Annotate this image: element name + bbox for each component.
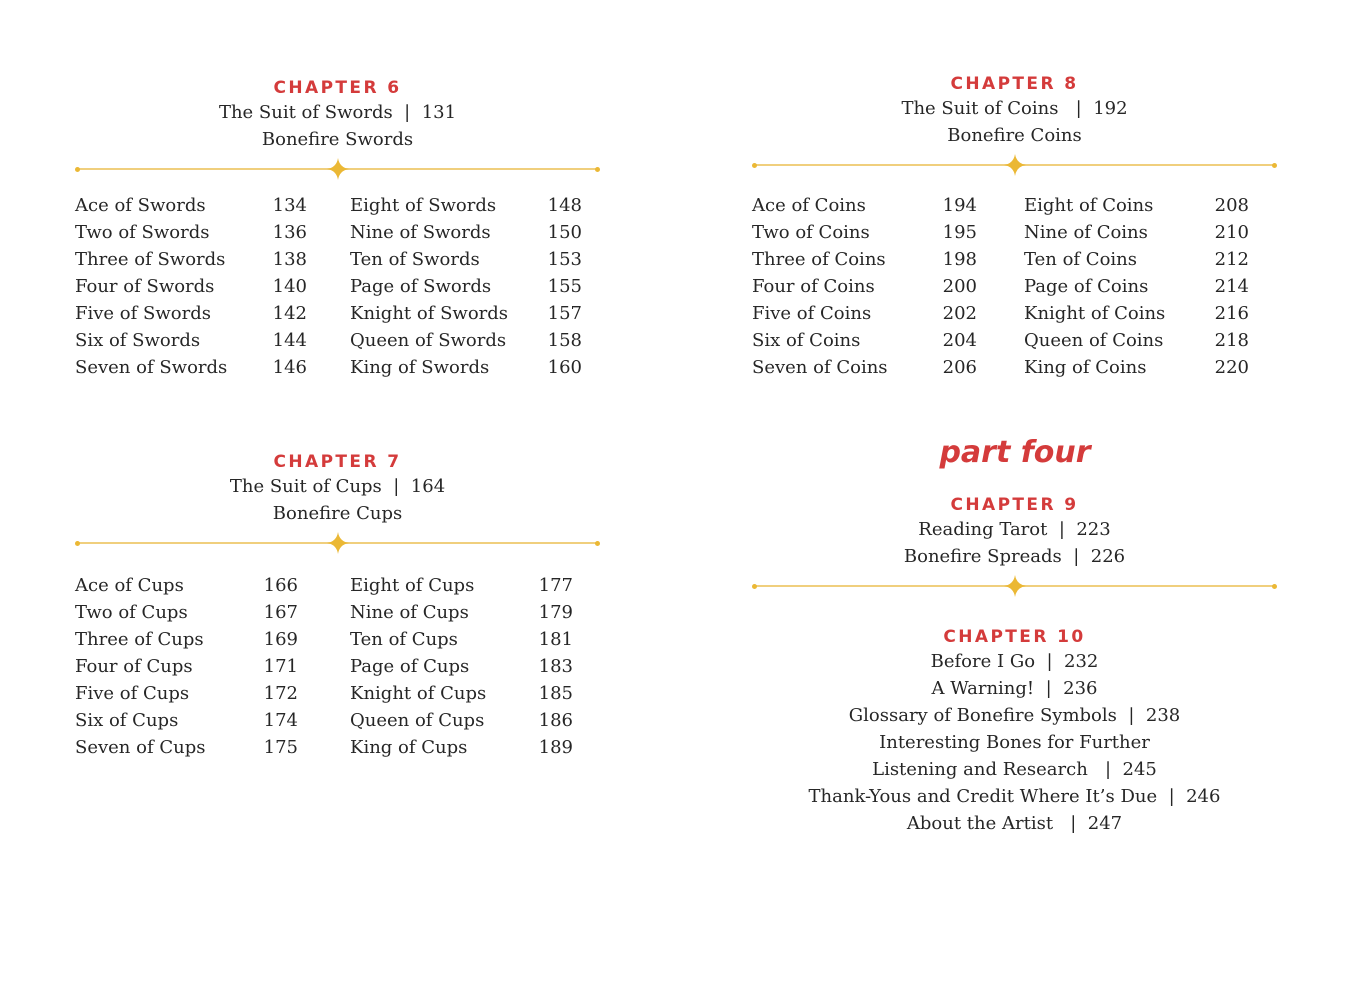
entry-page: 172: [263, 683, 298, 704]
chapter-10-line[interactable]: [752, 648, 1277, 675]
chapter-10-label: CHAPTER 10: [943, 627, 1086, 647]
separator: |: [1073, 546, 1080, 567]
separator: |: [1075, 98, 1082, 119]
entry-name: Queen of Coins: [1024, 330, 1164, 351]
entry-name: A Warning!: [931, 678, 1035, 699]
toc-entry[interactable]: [75, 246, 307, 273]
entry-name: Eight of Coins: [1024, 195, 1154, 216]
chapter-9-divider: [752, 574, 1277, 598]
entry-page: 134: [272, 195, 307, 216]
chapter-6-line-1-text: The Suit of Swords: [218, 102, 393, 123]
chapter-7-divider: [75, 531, 600, 555]
entry-page: 155: [547, 276, 582, 297]
entry-name: Seven of Swords: [75, 357, 228, 378]
chapter-9-line-2-text: Bonefire Spreads: [903, 546, 1062, 567]
separator: |: [1070, 813, 1077, 834]
divider-end-dot: [1272, 584, 1277, 589]
entry-page: 175: [263, 737, 298, 758]
entry-name: Three of Swords: [75, 249, 226, 270]
entry-page: 169: [263, 629, 298, 650]
chapter-6-entries-right: [350, 192, 582, 381]
toc-entry[interactable]: [752, 300, 977, 327]
entry-page: 247: [1087, 813, 1123, 834]
entry-name: Listening and Research: [872, 759, 1088, 780]
chapter-7-entries-left: [75, 572, 298, 761]
entry-name: Thank-Yous and Credit Where It’s Due: [808, 786, 1158, 807]
entry-name: About the Artist: [906, 813, 1054, 834]
entry-name: Nine of Swords: [350, 222, 491, 243]
toc-entry[interactable]: [1024, 354, 1249, 381]
chapter-7-line-1-text: The Suit of Cups: [229, 476, 382, 497]
chapter-9-line-2: [752, 543, 1277, 570]
entry-page: 210: [1214, 222, 1249, 243]
entry-name: Three of Coins: [752, 249, 886, 270]
entry-name: Knight of Cups: [350, 683, 487, 704]
chapter-6-line-1: [75, 99, 600, 126]
chapter-6-line-2: [75, 126, 600, 153]
separator: |: [393, 476, 400, 497]
divider-end-dot: [752, 584, 757, 589]
toc-entry[interactable]: [350, 192, 582, 219]
entry-page: 146: [272, 357, 307, 378]
chapter-6-label: CHAPTER 6: [273, 78, 402, 98]
entry-name: Page of Cups: [350, 656, 470, 677]
toc-entry[interactable]: [752, 246, 977, 273]
entry-name: Two of Swords: [75, 222, 210, 243]
separator: |: [1104, 759, 1112, 780]
toc-entry[interactable]: [752, 354, 977, 381]
entry-name: Six of Cups: [75, 710, 179, 731]
chapter-8-entries-right: [1024, 192, 1249, 381]
toc-entry[interactable]: [75, 273, 307, 300]
entry-page: 232: [1064, 651, 1099, 672]
entry-page: 181: [538, 629, 573, 650]
divider-end-dot: [75, 541, 80, 546]
chapter-7-label: CHAPTER 7: [273, 452, 402, 472]
entry-name: Knight of Coins: [1024, 303, 1166, 324]
chapter-8-entries-left: [752, 192, 977, 381]
toc-entry[interactable]: [752, 219, 977, 246]
chapter-7-line-2: [75, 500, 600, 527]
entry-page: 160: [547, 357, 582, 378]
entry-page: 171: [263, 656, 298, 677]
chapter-8-line-1-text: The Suit of Coins: [901, 98, 1059, 119]
entry-page: 218: [1214, 330, 1249, 351]
entry-page: 189: [538, 737, 573, 758]
divider-end-dot: [752, 163, 757, 168]
entry-name: Ten of Cups: [350, 629, 458, 650]
entry-page: 214: [1214, 276, 1249, 297]
chapter-10-line[interactable]: [752, 675, 1277, 702]
entry-page: 206: [942, 357, 977, 378]
chapter-8-section: [752, 73, 1277, 177]
chapter-10-line[interactable]: [752, 702, 1277, 729]
entry-page: 186: [538, 710, 573, 731]
entry-page: 212: [1214, 249, 1249, 270]
toc-entry[interactable]: [350, 300, 582, 327]
chapter-8-line-1-page: 192: [1093, 98, 1128, 119]
entry-name: Five of Swords: [75, 303, 211, 324]
entry-page: 157: [547, 303, 582, 324]
entry-name: Seven of Cups: [75, 737, 206, 758]
entry-page: 185: [538, 683, 573, 704]
chapter-8-label: CHAPTER 8: [950, 74, 1079, 94]
chapter-9-line-2-page: 226: [1090, 546, 1126, 567]
separator: |: [404, 102, 411, 123]
toc-entry[interactable]: [350, 273, 582, 300]
toc-entry[interactable]: [350, 572, 573, 599]
entry-name: Nine of Cups: [350, 602, 469, 623]
toc-entry[interactable]: [75, 192, 307, 219]
toc-entry[interactable]: [75, 300, 307, 327]
entry-page: 238: [1145, 705, 1181, 726]
toc-entry[interactable]: [1024, 327, 1249, 354]
entry-name: Page of Swords: [350, 276, 492, 297]
diamond-star-icon: [1003, 153, 1027, 177]
chapter-9-line-1-text: Reading Tarot: [918, 519, 1048, 540]
chapter-10-line[interactable]: [752, 729, 1277, 756]
entry-name: Queen of Cups: [350, 710, 485, 731]
chapter-9-line-1-page: 223: [1076, 519, 1111, 540]
part-four-script-text: [938, 430, 1091, 480]
chapter-7-line-1-page: 164: [410, 476, 446, 497]
chapter-8-divider: [752, 153, 1277, 177]
entry-page: 179: [538, 602, 573, 623]
entry-name: Eight of Cups: [350, 575, 475, 596]
entry-page: 148: [547, 195, 582, 216]
entry-page: 158: [547, 330, 582, 351]
entry-name: Six of Coins: [752, 330, 861, 351]
entry-name: Four of Cups: [75, 656, 193, 677]
separator: |: [1128, 705, 1135, 726]
toc-entry[interactable]: [75, 327, 307, 354]
entry-page: 136: [272, 222, 307, 243]
toc-entry[interactable]: [752, 273, 977, 300]
entry-name: Seven of Coins: [752, 357, 888, 378]
entry-page: 236: [1063, 678, 1098, 699]
separator: |: [1045, 678, 1052, 699]
entry-name: Ace of Coins: [752, 195, 866, 216]
toc-entry[interactable]: [350, 626, 573, 653]
entry-page: 166: [263, 575, 298, 596]
entry-page: 246: [1186, 786, 1221, 807]
part-four-label: part four: [938, 435, 1091, 470]
chapter-7-line-1: [75, 473, 600, 500]
divider-end-dot: [1272, 163, 1277, 168]
toc-entry[interactable]: [75, 354, 307, 381]
chapter-6-line-2-text: Bonefire Swords: [261, 129, 414, 150]
toc-entry[interactable]: [350, 707, 573, 734]
toc-entry[interactable]: [75, 680, 298, 707]
entry-page: 216: [1214, 303, 1249, 324]
entry-name: King of Coins: [1024, 357, 1147, 378]
entry-page: 153: [547, 249, 582, 270]
diamond-star-icon: [326, 157, 350, 181]
entry-page: 204: [942, 330, 977, 351]
entry-page: 245: [1122, 759, 1157, 780]
chapter-6-entries-left: [75, 192, 307, 381]
chapter-8-line-2-text: Bonefire Coins: [947, 125, 1082, 146]
chapter-7-line-2-text: Bonefire Cups: [272, 503, 403, 524]
entry-name: Ace of Cups: [75, 575, 184, 596]
toc-entry[interactable]: [350, 354, 582, 381]
entry-page: 138: [272, 249, 307, 270]
entry-page: 144: [272, 330, 307, 351]
toc-entry[interactable]: [75, 707, 298, 734]
entry-page: 167: [263, 602, 298, 623]
entry-name: Four of Coins: [752, 276, 875, 297]
entry-name: Three of Cups: [75, 629, 204, 650]
chapter-6-divider: [75, 157, 600, 181]
entry-name: Four of Swords: [75, 276, 215, 297]
chapter-10-section: [752, 626, 1277, 837]
chapter-10-line[interactable]: [752, 756, 1277, 783]
toc-entry[interactable]: [75, 599, 298, 626]
toc-entry[interactable]: [1024, 300, 1249, 327]
entry-page: 142: [272, 303, 307, 324]
entry-page: 140: [272, 276, 307, 297]
toc-entry[interactable]: [350, 327, 582, 354]
toc-entry[interactable]: [350, 734, 573, 761]
entry-page: 150: [547, 222, 582, 243]
entry-name: Knight of Swords: [350, 303, 509, 324]
chapter-8-line-1: [752, 95, 1277, 122]
toc-entry[interactable]: [75, 572, 298, 599]
toc-entry[interactable]: [1024, 192, 1249, 219]
toc-entry[interactable]: [75, 734, 298, 761]
chapter-7-section: [75, 451, 600, 555]
entry-page: 194: [942, 195, 977, 216]
entry-name: Nine of Coins: [1024, 222, 1148, 243]
chapter-7-entries-right: [350, 572, 573, 761]
entry-page: 183: [538, 656, 573, 677]
toc-entry[interactable]: [75, 626, 298, 653]
entry-name: Ten of Coins: [1024, 249, 1137, 270]
separator: |: [1058, 519, 1065, 540]
entry-name: Two of Coins: [752, 222, 870, 243]
entry-page: 200: [942, 276, 977, 297]
chapter-10-line[interactable]: [752, 783, 1277, 810]
entry-name: Queen of Swords: [350, 330, 507, 351]
entry-page: 202: [942, 303, 977, 324]
separator: |: [1046, 651, 1053, 672]
divider-end-dot: [595, 167, 600, 172]
entry-name: Two of Cups: [75, 602, 188, 623]
divider-end-dot: [75, 167, 80, 172]
toc-entry[interactable]: [1024, 246, 1249, 273]
chapter-6-line-1-page: 131: [421, 102, 457, 123]
entry-page: 208: [1214, 195, 1249, 216]
entry-name: King of Cups: [350, 737, 468, 758]
entry-name: Five of Cups: [75, 683, 190, 704]
toc-entry[interactable]: [350, 653, 573, 680]
toc-entry[interactable]: [75, 653, 298, 680]
diamond-star-icon: [326, 531, 350, 555]
toc-entry[interactable]: [75, 219, 307, 246]
entry-name: Ace of Swords: [75, 195, 206, 216]
entry-name: Interesting Bones for Further: [879, 732, 1150, 753]
entry-page: 198: [942, 249, 977, 270]
entry-name: Five of Coins: [752, 303, 872, 324]
chapter-6-section: [75, 77, 600, 181]
separator: |: [1168, 786, 1175, 807]
toc-entry[interactable]: [350, 219, 582, 246]
diamond-star-icon: [1003, 574, 1027, 598]
entry-name: Ten of Swords: [350, 249, 480, 270]
toc-entry[interactable]: [350, 680, 573, 707]
entry-name: Glossary of Bonefire Symbols: [848, 705, 1117, 726]
toc-entry[interactable]: [350, 246, 582, 273]
entry-page: 220: [1214, 357, 1249, 378]
entry-page: 177: [538, 575, 573, 596]
entry-name: Eight of Swords: [350, 195, 497, 216]
entry-page: 174: [263, 710, 298, 731]
toc-entry[interactable]: [1024, 273, 1249, 300]
toc-entry[interactable]: [752, 192, 977, 219]
entry-page: 195: [942, 222, 977, 243]
part-four-title: [752, 430, 1277, 484]
entry-name: Before I Go: [930, 651, 1036, 672]
chapter-10-line[interactable]: [752, 810, 1277, 837]
chapter-9-section: [752, 494, 1277, 598]
toc-entry[interactable]: [1024, 219, 1249, 246]
entry-name: Page of Coins: [1024, 276, 1149, 297]
toc-entry[interactable]: [752, 327, 977, 354]
divider-end-dot: [595, 541, 600, 546]
chapter-9-line-1: [752, 516, 1277, 543]
chapter-9-label: CHAPTER 9: [950, 495, 1079, 515]
entry-name: Six of Swords: [75, 330, 201, 351]
toc-entry[interactable]: [350, 599, 573, 626]
chapter-8-line-2: [752, 122, 1277, 149]
entry-name: King of Swords: [350, 357, 490, 378]
